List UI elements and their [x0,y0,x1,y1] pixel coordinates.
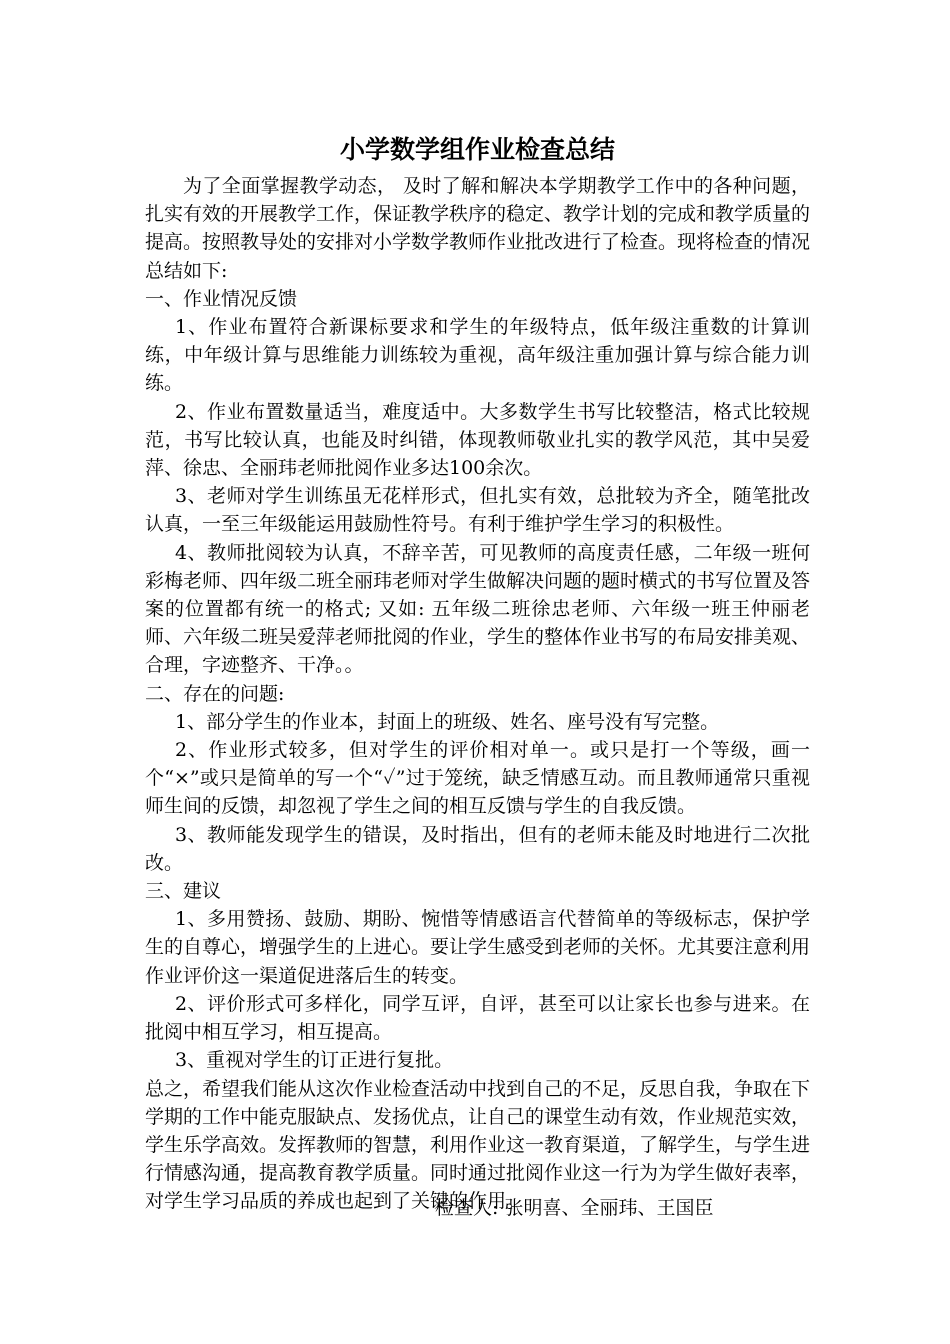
feedback-item: 2、作业布置数量适当，难度适中。大多数学生书写比较整洁，格式比较规范，书写比较认真，也能及时纠错，体现教师敬业扎实的教学风范，其中吴爱萍、徐忠、全丽玮老师批阅作业多达100余次。 [145,400,810,480]
intro-paragraph: 为了全面掌握教学动态， 及时了解和解决本学期教学工作中的各种问题，扎实有效的开展教学工作，保证教学秩序的稳定、教学计划的完成和教学质量的提高。按照教导处的安排对小学数学教师作业批改进行了检查。现将检查的情况总结如下: [145,175,811,282]
section-heading-problems: 二、存在的问题: [145,682,285,705]
feedback-item: 3、老师对学生训练虽无花样形式，但扎实有效，总批较为齐全，随笔批改认真，一至三年级能运用鼓励性符号。有利于维护学生学习的积极性。 [145,485,810,536]
section-heading-suggestions: 三、建议 [145,880,222,903]
document-body [145,172,810,1216]
problem-item: 2、作业形式较多，但对学生的评价相对单一。或只是打一个等级，画一个“×”或只是简单的写一个“✓”过于笼统，缺乏情感互动。而且教师通常只重视师生间的反馈，却忽视了学生之间的相互反馈与学生的自我反馈。 [145,739,810,818]
problem-item: 1、部分学生的作业本，封面上的班级、姓名、座号没有写完整。 [175,710,720,733]
inspector-signature: 检查人: 张明喜、全丽玮、王国臣 [435,1197,714,1219]
suggestion-item: 1、多用赞扬、鼓励、期盼、惋惜等情感语言代替简单的等级标志，保护学生的自尊心，增强学生的上进心。要让学生感受到老师的关怀。尤其要注意利用作业评价这一渠道促进落后生的转变。 [145,908,811,987]
document-title: 小学数学组作业检查总结 [339,135,615,164]
feedback-item: 4、教师批阅较为认真，不辞辛苦，可见教师的高度责任感，二年级一班何彩梅老师、四年级二班全丽玮老师对学生做解决问题的题时横式的书写位置及答案的位置都有统一的格式; 又如: 五年级二班徐忠老师、六年级一班王仲丽老师、六年级二班吴爱萍老师批阅的作业，学生的整体作业书写的布局安排美观、合理，字迹整齐、干净。。 [145,541,811,677]
suggestion-item: 3、重视对学生的订正进行复批。 [175,1049,454,1072]
feedback-item: 1、作业布置符合新课标要求和学生的年级特点，低年级注重数的计算训练，中年级计算与思维能力训练较为重视，高年级注重加强计算与综合能力训练。 [145,316,810,395]
section-heading-feedback: 一、作业情况反馈 [145,287,298,310]
problem-item: 3、教师能发现学生的错误，及时指出，但有的老师未能及时地进行二次批改。 [145,823,810,874]
suggestion-item: 2、评价形式可多样化，同学互评，自评，甚至可以让家长也参与进来。在批阅中相互学习，相互提高。 [145,992,810,1044]
conclusion-paragraph: 总之，希望我们能从这次作业检查活动中找到自己的不足，反思自我，争取在下学期的工作中能克服缺点、发扬优点，让自己的课堂生动有效，作业规范实效，学生乐学高效。发挥教师的智慧，利用作业这一教育渠道，了解学生，与学生进行情感沟通，提高教育教学质量。同时通过批阅作业这一行为为学生做好表率，对学生学习品质的养成也起到了关键的作用。 [145,1077,811,1213]
